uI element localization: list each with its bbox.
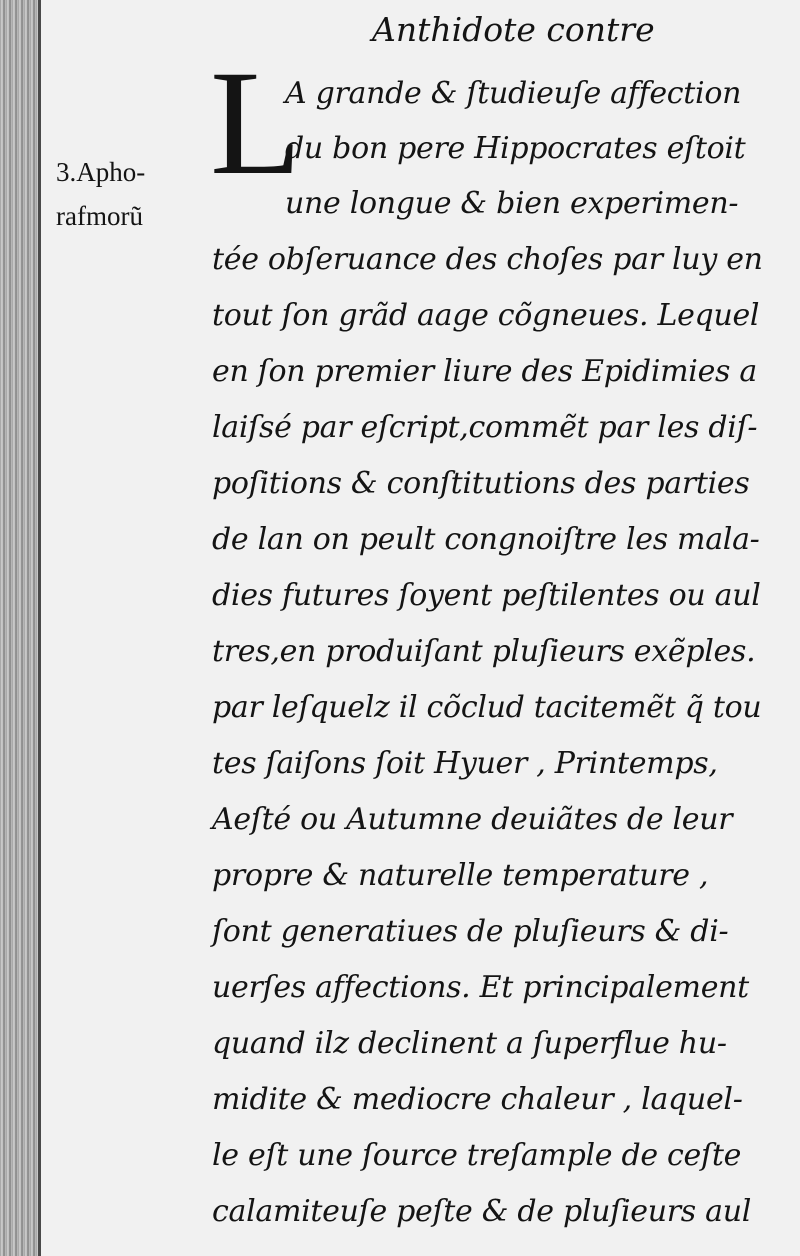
margin-note-line: rafmorũ bbox=[56, 201, 143, 231]
text-line: laiſsé par eſcript,commẽt par les diſ- bbox=[212, 410, 758, 445]
page-edge bbox=[38, 0, 41, 1256]
drop-cap: L bbox=[210, 40, 302, 206]
margin-note bbox=[56, 150, 145, 238]
text-line: par leſquelz il cõclud tacitemẽt q̃ tou bbox=[212, 690, 762, 725]
text-line: de lan on peult congnoiſtre les mala- bbox=[212, 522, 760, 557]
text-line: dies futures ſoyent peſtilentes ou aul bbox=[212, 578, 761, 613]
text-line: uerſes affections. Et principalement bbox=[212, 970, 749, 1005]
text-line: A grande & ſtudieuſe affection bbox=[285, 76, 742, 111]
text-line: calamiteuſe peſte & de pluſieurs aul bbox=[212, 1194, 752, 1229]
text-line: tout ſon grãd aage cõgneues. Lequel bbox=[212, 298, 760, 333]
text-line: une longue & bien experimen- bbox=[285, 186, 739, 221]
text-line: tée obſeruance des choſes par luy en bbox=[212, 242, 763, 277]
page-binding bbox=[0, 0, 38, 1256]
text-line: ſont generatiues de pluſieurs & di- bbox=[212, 914, 729, 949]
text-line: du bon pere Hippocrates eſtoit bbox=[285, 131, 746, 166]
text-line: midite & mediocre chaleur , laquel- bbox=[212, 1082, 743, 1117]
text-line: tes ſaiſons ſoit Hyuer , Printemps, bbox=[212, 746, 718, 781]
text-line: Aeſté ou Autumne deuiãtes de leur bbox=[212, 802, 733, 837]
text-line: poſitions & conſtitutions des parties bbox=[212, 466, 750, 501]
text-line: le eſt une ſource treſample de ceſte bbox=[212, 1138, 742, 1173]
text-line: propre & naturelle temperature , bbox=[212, 858, 709, 893]
text-line: tres,en produiſant pluſieurs exẽples. bbox=[212, 634, 756, 669]
text-line: en ſon premier liure des Epidimies a bbox=[212, 354, 757, 389]
margin-note-line: 3.Apho- bbox=[56, 157, 146, 187]
text-line: quand ilz declinent a ſuperflue hu- bbox=[212, 1026, 727, 1061]
running-head: Anthidote contre bbox=[372, 10, 655, 49]
